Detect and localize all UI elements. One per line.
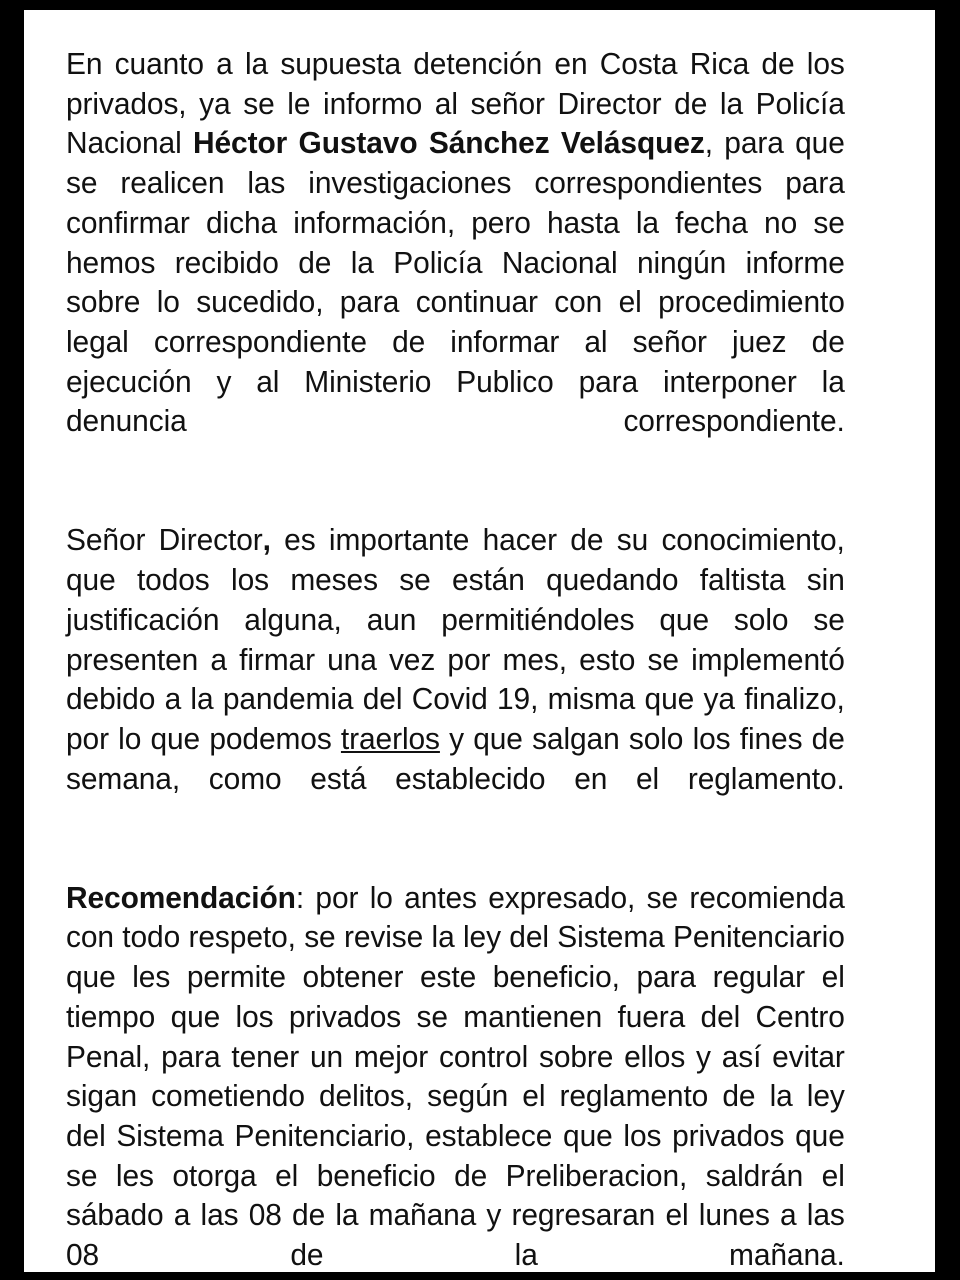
paragraph-detencion-costa-rica <box>66 44 845 481</box>
bold-text-run: Héctor Gustavo Sánchez Velásquez <box>192 125 705 161</box>
paragraph-recomendacion <box>66 878 845 1272</box>
text-run: : por lo antes expresado, se recomienda con todo respeto, se revise la ley del Sistema Penitenciario que les permite obtener este beneficio, para regular el tiempo que los privados se mantienen fuera del Centro Penal, para tener un mejor control sobre ellos y así evitar sigan cometiendo delitos, según el reglamento de la ley del Sistema Penitenciario, establece que los privados que se les otorga el beneficio de Preliberacion, saldrán el sábado a las 08 de la mañana y regresaran el lunes a las 08 de la mañana. <box>66 879 845 1272</box>
text-run: En cuanto a la supuesta detención en Costa Rica de los privados, ya se le informo al señor Director de la Policía Nacional <box>66 46 845 161</box>
text-run: , para que se realicen las investigaciones correspondientes para confirmar dicha información, pero hasta la fecha no se hemos recibido de la Policía Nacional ningún informe sobre lo sucedido, para continuar con el procedimiento legal correspondiente de informar al señor juez de ejecución y al Ministerio Publico para interponer la denuncia correspondiente. <box>66 125 845 439</box>
bold-text-run: , <box>262 522 271 558</box>
bold-text-run: Recomendación <box>66 879 296 915</box>
document-page <box>24 10 935 1272</box>
text-run: es importante hacer de su conocimiento, que todos los meses se están quedando faltista sin justificación alguna, aun permitiéndoles que solo se presenten a firmar una vez por mes, esto se implementó debido a la pandemia del Covid 19, misma que ya finalizo, por lo que podemos <box>66 522 845 756</box>
text-run: Señor Director <box>66 522 263 558</box>
text-run: y que salgan solo los fines de semana, como está establecido en el reglamento. <box>66 720 845 796</box>
document-text-body <box>66 44 845 1272</box>
underlined-text-run: traerlos <box>340 720 440 756</box>
paragraph-senor-director <box>66 520 845 838</box>
